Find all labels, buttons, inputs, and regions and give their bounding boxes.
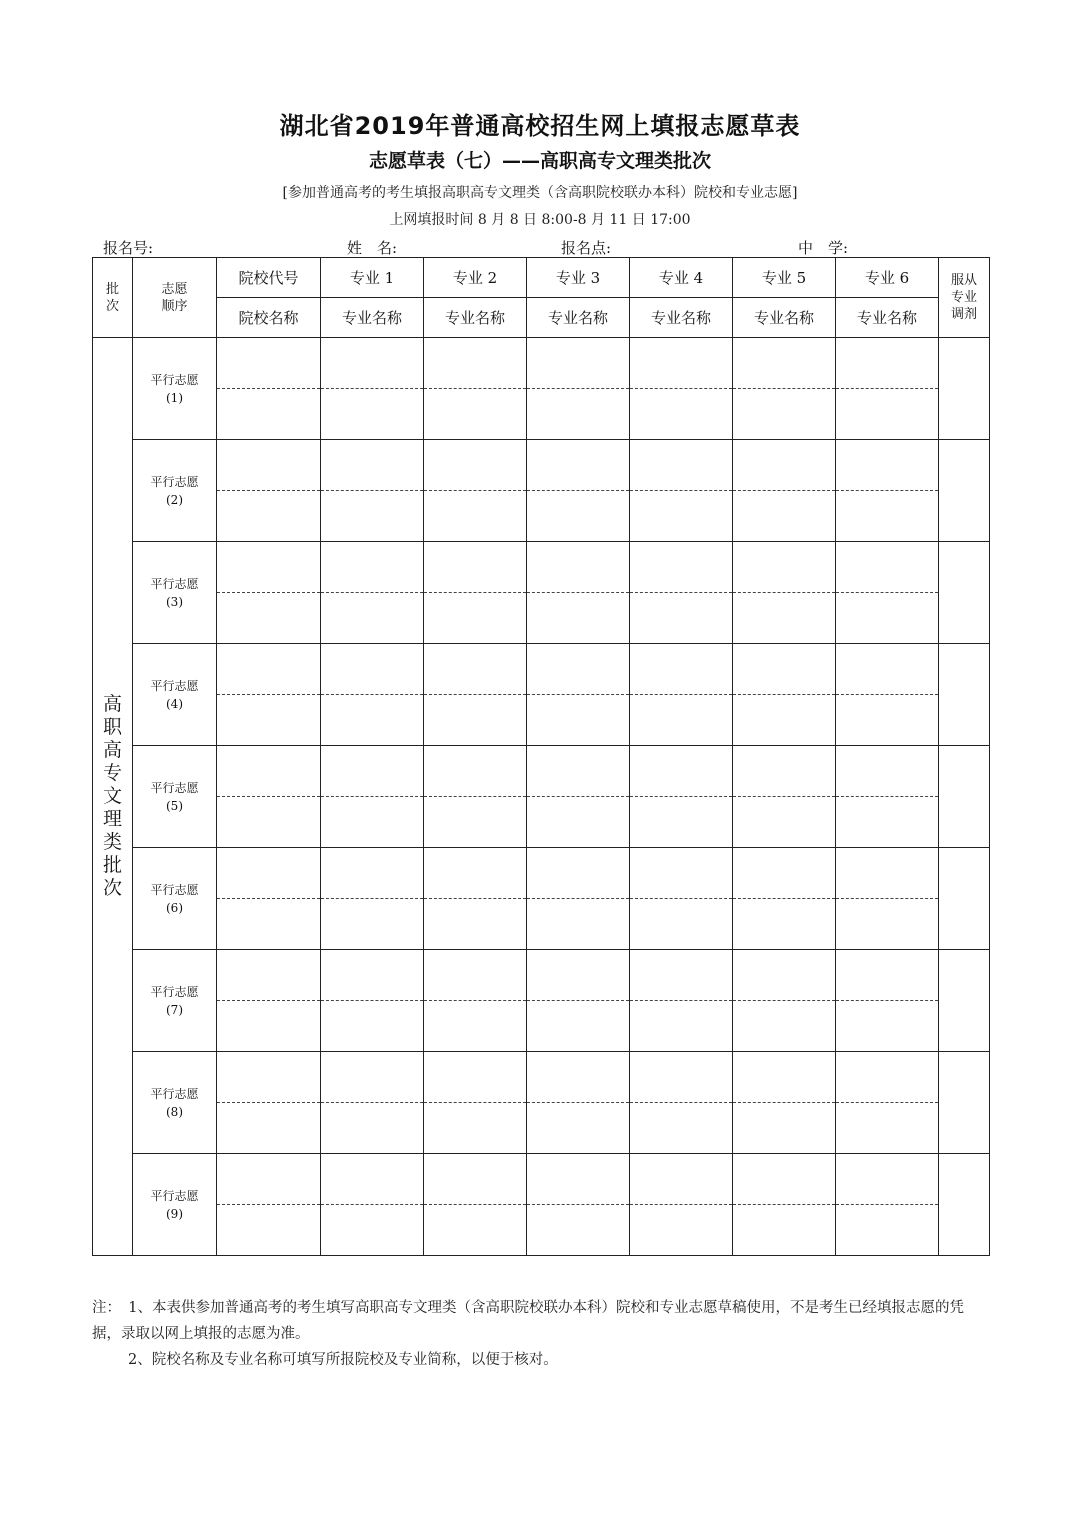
major-name-cell[interactable]: [321, 695, 424, 746]
choice-label: 平行志愿: [150, 780, 199, 795]
header-school-code: 院校代号: [217, 258, 321, 298]
major-name-cell[interactable]: [836, 899, 939, 950]
major-code-cell[interactable]: [321, 746, 424, 797]
major-code-cell[interactable]: [321, 338, 424, 389]
form-subtitle: 志愿草表（七）——高职高专文理类批次: [368, 150, 711, 172]
reg-point-label: 报名点:: [561, 239, 612, 257]
school-name-cell[interactable]: [217, 899, 321, 950]
major-code-cell[interactable]: [836, 338, 939, 389]
school-code-cell[interactable]: [217, 542, 321, 593]
choice-label: 平行志愿: [150, 576, 199, 591]
school-name-cell[interactable]: [217, 1103, 321, 1154]
major-name-cell[interactable]: [733, 593, 836, 644]
choice-number: (9): [166, 1206, 183, 1221]
header-major-2: 专业 2: [424, 258, 527, 298]
header-order: 志愿顺序: [133, 258, 217, 338]
major-name-cell[interactable]: [733, 797, 836, 848]
adjust-cell[interactable]: [939, 950, 990, 1052]
major-name-cell[interactable]: [424, 491, 527, 542]
header-major-name: 专业名称: [424, 298, 527, 338]
header-batch: 批次: [93, 258, 133, 338]
adjust-cell[interactable]: [939, 644, 990, 746]
header-school-name: 院校名称: [217, 298, 321, 338]
school-code-cell[interactable]: [217, 338, 321, 389]
major-name-cell[interactable]: [527, 1205, 630, 1256]
choice-order: [133, 644, 217, 746]
major-code-cell[interactable]: [630, 338, 733, 389]
batch-label: 高职高专文理类批次: [93, 338, 133, 1256]
major-name-cell[interactable]: [527, 389, 630, 440]
major-name-cell[interactable]: [321, 1103, 424, 1154]
major-name-cell[interactable]: [630, 899, 733, 950]
major-name-cell[interactable]: [424, 797, 527, 848]
adjust-cell[interactable]: [939, 542, 990, 644]
header-adjust: 服从专业调剂: [939, 258, 990, 338]
school-code-cell[interactable]: [217, 1052, 321, 1103]
header-major-5: 专业 5: [733, 258, 836, 298]
major-code-cell[interactable]: [836, 440, 939, 491]
major-code-cell[interactable]: [424, 440, 527, 491]
choice-row: [93, 950, 990, 1001]
adjust-cell[interactable]: [939, 746, 990, 848]
major-name-cell[interactable]: [424, 1103, 527, 1154]
choice-number: (2): [166, 492, 183, 507]
major-name-cell[interactable]: [630, 695, 733, 746]
choice-row-names: [93, 1103, 990, 1154]
major-name-cell[interactable]: [836, 1103, 939, 1154]
major-code-cell[interactable]: [733, 746, 836, 797]
header-major-name: 专业名称: [630, 298, 733, 338]
major-code-cell[interactable]: [630, 542, 733, 593]
school-name-cell[interactable]: [217, 1205, 321, 1256]
major-name-cell[interactable]: [630, 491, 733, 542]
major-name-cell[interactable]: [527, 1103, 630, 1154]
major-name-cell[interactable]: [424, 695, 527, 746]
major-name-cell[interactable]: [424, 1205, 527, 1256]
choice-label: 平行志愿: [150, 1086, 199, 1101]
major-name-cell[interactable]: [527, 695, 630, 746]
school-code-cell[interactable]: [217, 950, 321, 1001]
major-code-cell[interactable]: [527, 338, 630, 389]
choice-row: [93, 542, 990, 593]
adjust-cell[interactable]: [939, 1154, 990, 1256]
major-code-cell[interactable]: [527, 542, 630, 593]
choice-label: 平行志愿: [150, 882, 199, 897]
major-code-cell[interactable]: [527, 746, 630, 797]
choice-number: (6): [166, 900, 183, 915]
major-name-cell[interactable]: [630, 1103, 733, 1154]
major-code-cell[interactable]: [527, 1052, 630, 1103]
choice-order: [133, 542, 217, 644]
major-code-cell[interactable]: [527, 848, 630, 899]
major-name-cell[interactable]: [321, 1205, 424, 1256]
major-code-cell[interactable]: [733, 950, 836, 1001]
applicant-info-row: [0, 237, 1080, 257]
major-name-cell[interactable]: [527, 1001, 630, 1052]
choice-number: (3): [166, 594, 183, 609]
major-name-cell[interactable]: [527, 899, 630, 950]
choice-order: [133, 338, 217, 440]
major-code-cell[interactable]: [424, 1052, 527, 1103]
major-name-cell[interactable]: [424, 389, 527, 440]
time-note: 上网填报时间 8 月 8 日 8:00-8 月 11 日 17:00: [389, 212, 691, 228]
major-name-cell[interactable]: [424, 593, 527, 644]
major-name-cell[interactable]: [527, 491, 630, 542]
reg-no-label: 报名号:: [103, 239, 154, 257]
choice-label: 平行志愿: [150, 984, 199, 999]
choice-row-names: [93, 797, 990, 848]
scope-note: [参加普通高考的考生填报高职高专文理类（含高职院校联办本科）院校和专业志愿]: [282, 185, 798, 201]
choice-row-names: [93, 389, 990, 440]
major-name-cell[interactable]: [424, 899, 527, 950]
major-name-cell[interactable]: [630, 389, 733, 440]
choice-order: [133, 1052, 217, 1154]
choice-number: (7): [166, 1002, 183, 1017]
choice-number: (8): [166, 1104, 183, 1119]
adjust-cell[interactable]: [939, 1052, 990, 1154]
major-name-cell[interactable]: [321, 899, 424, 950]
major-name-cell[interactable]: [630, 1001, 733, 1052]
school-name-cell[interactable]: [217, 491, 321, 542]
major-code-cell[interactable]: [630, 1154, 733, 1205]
choice-row-names: [93, 491, 990, 542]
choice-number: (4): [166, 696, 183, 711]
major-name-cell[interactable]: [836, 797, 939, 848]
major-name-cell[interactable]: [733, 695, 836, 746]
major-name-cell[interactable]: [733, 491, 836, 542]
major-name-cell[interactable]: [733, 1103, 836, 1154]
major-code-cell[interactable]: [733, 1052, 836, 1103]
major-code-cell[interactable]: [321, 950, 424, 1001]
adjust-cell[interactable]: [939, 848, 990, 950]
major-code-cell[interactable]: [630, 1052, 733, 1103]
choice-row: [93, 1052, 990, 1103]
note-2: 2、院校名称及专业名称可填写所报院校及专业简称，以便于核对。: [128, 1352, 558, 1368]
major-code-cell[interactable]: [733, 440, 836, 491]
major-name-cell[interactable]: [321, 1001, 424, 1052]
choice-row-names: [93, 695, 990, 746]
choice-label: 平行志愿: [150, 372, 199, 387]
major-name-cell[interactable]: [630, 797, 733, 848]
header-major-name: 专业名称: [527, 298, 630, 338]
choice-row: [93, 746, 990, 797]
major-code-cell[interactable]: [836, 644, 939, 695]
major-name-cell[interactable]: [836, 389, 939, 440]
header-major-4: 专业 4: [630, 258, 733, 298]
major-name-cell[interactable]: [836, 695, 939, 746]
adjust-cell[interactable]: [939, 440, 990, 542]
major-code-cell[interactable]: [630, 848, 733, 899]
major-code-cell[interactable]: [321, 440, 424, 491]
choice-row: [93, 848, 990, 899]
major-code-cell[interactable]: [733, 1154, 836, 1205]
major-name-cell[interactable]: [321, 389, 424, 440]
header-major-3: 专业 3: [527, 258, 630, 298]
major-code-cell[interactable]: [630, 746, 733, 797]
school-name-cell[interactable]: [217, 389, 321, 440]
choice-row: [93, 440, 990, 491]
major-code-cell[interactable]: [321, 848, 424, 899]
major-name-cell[interactable]: [733, 1205, 836, 1256]
major-code-cell[interactable]: [424, 950, 527, 1001]
school-name-cell[interactable]: [217, 593, 321, 644]
choice-row: [93, 338, 990, 389]
choice-order: [133, 1154, 217, 1256]
major-code-cell[interactable]: [321, 1154, 424, 1205]
major-code-cell[interactable]: [424, 746, 527, 797]
choice-table: [92, 257, 990, 1256]
major-code-cell[interactable]: [527, 644, 630, 695]
choice-row-names: [93, 1001, 990, 1052]
school-code-cell[interactable]: [217, 746, 321, 797]
major-code-cell[interactable]: [321, 644, 424, 695]
choice-order: [133, 848, 217, 950]
header-major-name: 专业名称: [733, 298, 836, 338]
major-code-cell[interactable]: [733, 644, 836, 695]
major-name-cell[interactable]: [424, 1001, 527, 1052]
major-name-cell[interactable]: [733, 389, 836, 440]
major-code-cell[interactable]: [630, 440, 733, 491]
major-code-cell[interactable]: [733, 542, 836, 593]
major-code-cell[interactable]: [733, 338, 836, 389]
choice-rows: [93, 338, 990, 1256]
choice-row: [93, 1154, 990, 1205]
major-name-cell[interactable]: [836, 1001, 939, 1052]
major-code-cell[interactable]: [424, 644, 527, 695]
school-label: 中 学:: [798, 239, 849, 257]
major-code-cell[interactable]: [424, 848, 527, 899]
major-code-cell[interactable]: [527, 1154, 630, 1205]
header-major-1: 专业 1: [321, 258, 424, 298]
choice-label: 平行志愿: [150, 1188, 199, 1203]
choice-row-names: [93, 899, 990, 950]
form-title: 湖北省2019年普通高校招生网上填报志愿草表: [279, 112, 801, 140]
major-code-cell[interactable]: [424, 1154, 527, 1205]
choice-order: [133, 440, 217, 542]
major-code-cell[interactable]: [836, 746, 939, 797]
school-code-cell[interactable]: [217, 440, 321, 491]
major-name-cell[interactable]: [733, 899, 836, 950]
school-name-cell[interactable]: [217, 797, 321, 848]
header-major-name: 专业名称: [836, 298, 939, 338]
major-name-cell[interactable]: [836, 593, 939, 644]
adjust-cell[interactable]: [939, 338, 990, 440]
header-major-6: 专业 6: [836, 258, 939, 298]
choice-number: (1): [166, 390, 183, 405]
major-code-cell[interactable]: [630, 644, 733, 695]
major-name-cell[interactable]: [527, 593, 630, 644]
major-code-cell[interactable]: [836, 1154, 939, 1205]
name-label: 姓 名:: [347, 239, 398, 257]
choice-number: (5): [166, 798, 183, 813]
choice-label: 平行志愿: [150, 678, 199, 693]
choice-order: [133, 746, 217, 848]
choice-row-names: [93, 593, 990, 644]
major-code-cell[interactable]: [836, 848, 939, 899]
major-name-cell[interactable]: [321, 491, 424, 542]
header-major-name: 专业名称: [321, 298, 424, 338]
major-code-cell[interactable]: [733, 848, 836, 899]
major-name-cell[interactable]: [321, 797, 424, 848]
major-code-cell[interactable]: [630, 950, 733, 1001]
school-code-cell[interactable]: [217, 848, 321, 899]
major-name-cell[interactable]: [836, 1205, 939, 1256]
major-name-cell[interactable]: [527, 797, 630, 848]
major-code-cell[interactable]: [321, 1052, 424, 1103]
major-name-cell[interactable]: [733, 1001, 836, 1052]
major-code-cell[interactable]: [321, 542, 424, 593]
major-code-cell[interactable]: [527, 440, 630, 491]
major-code-cell[interactable]: [424, 542, 527, 593]
school-name-cell[interactable]: [217, 695, 321, 746]
choice-order: [133, 950, 217, 1052]
major-name-cell[interactable]: [321, 593, 424, 644]
choice-label: 平行志愿: [150, 474, 199, 489]
choice-row-names: [93, 1205, 990, 1256]
major-code-cell[interactable]: [836, 542, 939, 593]
note-1: 注： 1、本表供参加普通高考的考生填写高职高专文理类（含高职院校联办本科）院校和专业志愿草稿使用，不是考生已经填报志愿的凭据，录取以网上填报的志愿为准。: [92, 1300, 964, 1342]
major-code-cell[interactable]: [527, 950, 630, 1001]
major-name-cell[interactable]: [836, 491, 939, 542]
major-name-cell[interactable]: [630, 593, 733, 644]
major-code-cell[interactable]: [836, 1052, 939, 1103]
major-name-cell[interactable]: [630, 1205, 733, 1256]
major-code-cell[interactable]: [836, 950, 939, 1001]
school-code-cell[interactable]: [217, 1154, 321, 1205]
school-name-cell[interactable]: [217, 1001, 321, 1052]
school-code-cell[interactable]: [217, 644, 321, 695]
major-code-cell[interactable]: [424, 338, 527, 389]
choice-row: [93, 644, 990, 695]
